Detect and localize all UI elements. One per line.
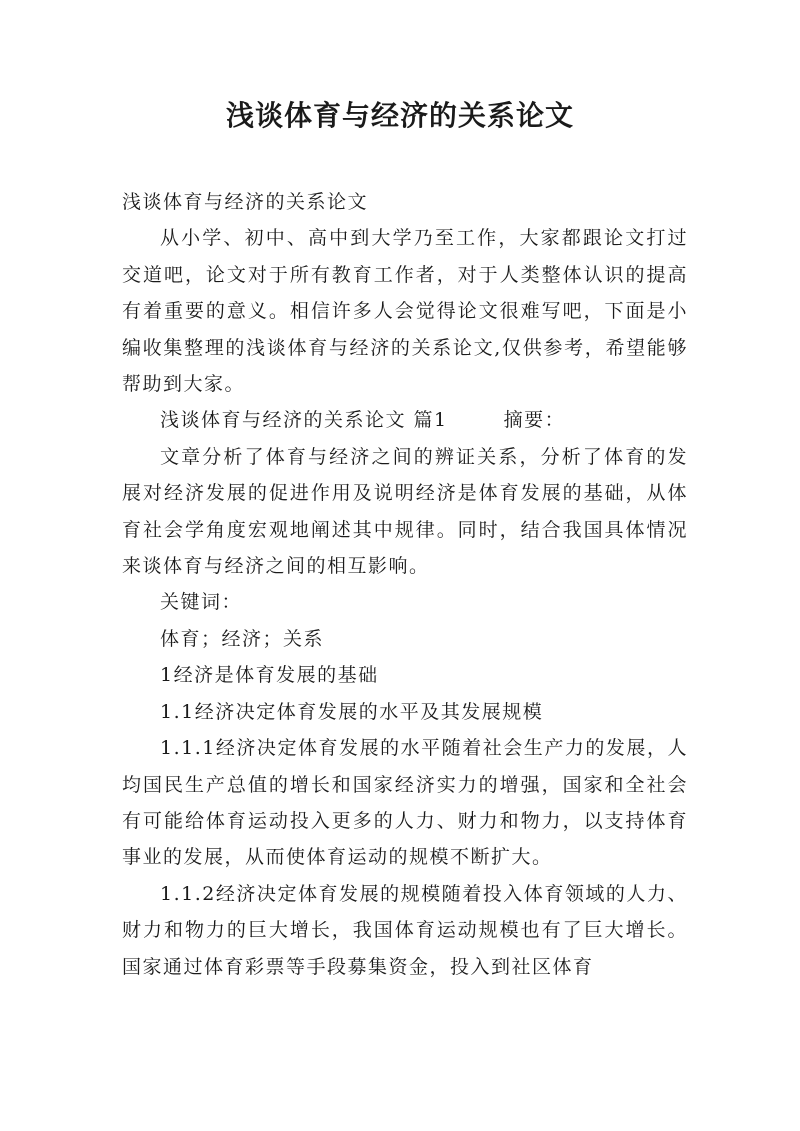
keywords-label: 关键词： (160, 591, 243, 614)
paragraph-1-1-2: 1.1.2经济决定体育发展的规模随着投入体育领域的人力、财力和物力的巨大增长，我国体育运动规模也有了巨大增长。国家通过体育彩票等手段募集资金，投入到社区体育 (122, 882, 688, 978)
article-heading: 浅谈体育与经济的关系论文 篇1 (160, 409, 448, 432)
section-heading-1: 1经济是体育发展的基础 (160, 664, 379, 687)
paragraph-1-1-1: 1.1.1经济决定体育发展的水平随着社会生产力的发展，人均国民生产总值的增长和国家经济实力的增强，国家和全社会有可能给体育运动投入更多的人力、财力和物力，以支持体育事业的发展，从而使体育运动的规模不断扩大。 (122, 737, 688, 869)
section-heading-1-1: 1.1经济决定体育发展的水平及其发展规模 (160, 700, 544, 723)
document-title: 浅谈体育与经济的关系论文 (225, 99, 574, 132)
abstract-paragraph: 文章分析了体育与经济之间的辨证关系，分析了体育的发展对经济发展的促进作用及说明经济是体育发展的基础，从体育社会学角度宏观地阐述其中规律。同时，结合我国具体情况来谈体育与经济之间的相互影响。 (122, 445, 688, 578)
keywords-paragraph: 体育；经济；关系 (160, 627, 325, 650)
document-subtitle: 浅谈体育与经济的关系论文 (122, 191, 369, 213)
abstract-label: 摘要： (503, 409, 566, 432)
intro-paragraph: 从小学、初中、高中到大学乃至工作，大家都跟论文打过交道吧，论文对于所有教育工作者，对于人类整体认识的提高有着重要的意义。相信许多人会觉得论文很难写吧，下面是小编收集整理的浅谈体育与经济的关系论文,仅供参考，希望能够帮助到大家。 (122, 227, 688, 396)
document-body (122, 184, 688, 985)
article-heading-line (122, 402, 688, 438)
